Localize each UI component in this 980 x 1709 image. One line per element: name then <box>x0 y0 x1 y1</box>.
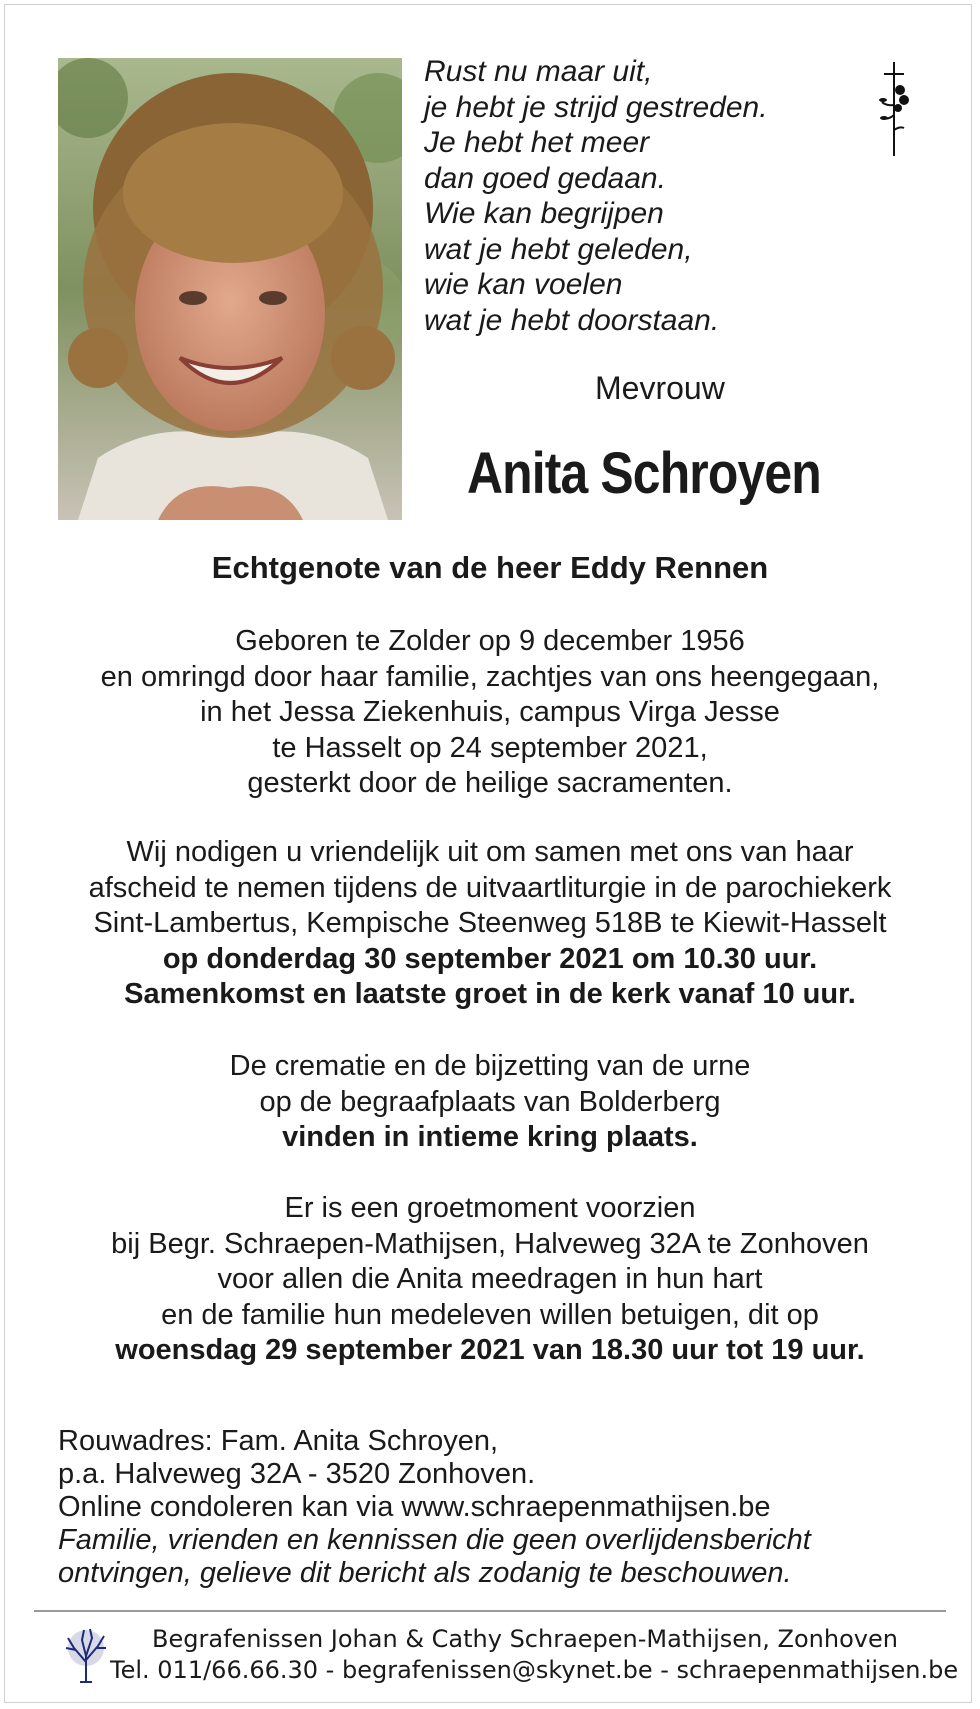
visit-date: woensdag 29 september 2021 van 18.30 uur tot 19 uur. <box>115 1334 865 1366</box>
poem-line: je hebt je strijd gestreden. <box>424 90 768 124</box>
text-line: Er is een groetmoment voorzien <box>284 1192 696 1224</box>
service-date: op donderdag 30 september 2021 om 10.30 uur. <box>162 942 818 975</box>
poem-line: dan goed gedaan. <box>424 161 666 195</box>
spouse-line: Echtgenote van de heer Eddy Rennen <box>211 550 769 585</box>
text-line: afscheid te nemen tijdens de uitvaartliturgie in de parochiekerk <box>88 871 892 904</box>
poem <box>424 54 804 338</box>
text-line: gesterkt door de heilige sacramenten. <box>247 767 733 799</box>
poem-line: wat je hebt doorstaan. <box>424 303 720 337</box>
text-line: en omringd door haar familie, zachtjes van ons heengegaan, <box>100 660 880 693</box>
funeral-home-footer <box>110 1624 959 1686</box>
cremation-paragraph <box>0 1049 980 1156</box>
invitation-paragraph <box>0 835 980 1013</box>
mourning-address <box>58 1425 938 1590</box>
text-line: te Hasselt op 24 september 2021, <box>272 731 708 764</box>
poem-line: Wie kan begrijpen <box>424 197 664 230</box>
text-line: Sint-Lambertus, Kempische Steenweg 518B te Kiewit-Hasselt <box>93 907 887 939</box>
text-line: ontvingen, gelieve dit bericht als zodanig te beschouwen. <box>58 1557 792 1589</box>
text-line: Wij nodigen u vriendelijk uit om samen met ons van haar <box>126 836 854 868</box>
portrait-photo <box>58 58 402 520</box>
footer-line: Begrafenissen Johan & Cathy Schraepen-Mathijsen, Zonhoven <box>152 1625 898 1653</box>
poem-line: wat je hebt geleden, <box>424 232 693 266</box>
text-line: Familie, vrienden en kennissen die geen overlijdensbericht <box>58 1524 811 1556</box>
cross-with-roses-icon <box>870 60 920 160</box>
footer-contact[interactable]: Tel. 011/66.66.30 - begrafenissen@skynet.be - schraepenmathijsen.be <box>110 1656 959 1684</box>
gathering-time: Samenkomst en laatste groet in de kerk vanaf 10 uur. <box>124 978 856 1010</box>
visit-paragraph <box>0 1191 980 1369</box>
cremation-note: vinden in intieme kring plaats. <box>282 1121 698 1153</box>
salutation: Mevrouw <box>595 370 725 406</box>
text-line: De crematie en de bijzetting van de urne <box>229 1050 751 1082</box>
text-line: bij Begr. Schraepen-Mathijsen, Halveweg 32A te Zonhoven <box>111 1227 869 1260</box>
text-line: in het Jessa Ziekenhuis, campus Virga Jesse <box>200 696 780 728</box>
poem-line: Je hebt het meer <box>424 126 650 159</box>
tree-logo-icon <box>62 1626 110 1684</box>
text-line: en de familie hun medeleven willen betuigen, dit op <box>161 1298 819 1331</box>
text-line: p.a. Halveweg 32A - 3520 Zonhoven. <box>58 1458 536 1490</box>
text-line: op de begraafplaats van Bolderberg <box>259 1085 721 1118</box>
text-line: Geboren te Zolder op 9 december 1956 <box>235 625 745 657</box>
condolence-link[interactable]: Online condoleren kan via www.schraepenmathijsen.be <box>58 1491 771 1523</box>
birth-paragraph <box>0 624 980 802</box>
text-line: voor allen die Anita meedragen in hun hart <box>217 1263 763 1295</box>
poem-line: Rust nu maar uit, <box>424 55 653 88</box>
deceased-name: Anita Schroyen <box>467 441 821 506</box>
poem-line: wie kan voelen <box>424 268 623 301</box>
text-line: Rouwadres: Fam. Anita Schroyen, <box>58 1425 499 1457</box>
divider <box>34 1610 946 1612</box>
